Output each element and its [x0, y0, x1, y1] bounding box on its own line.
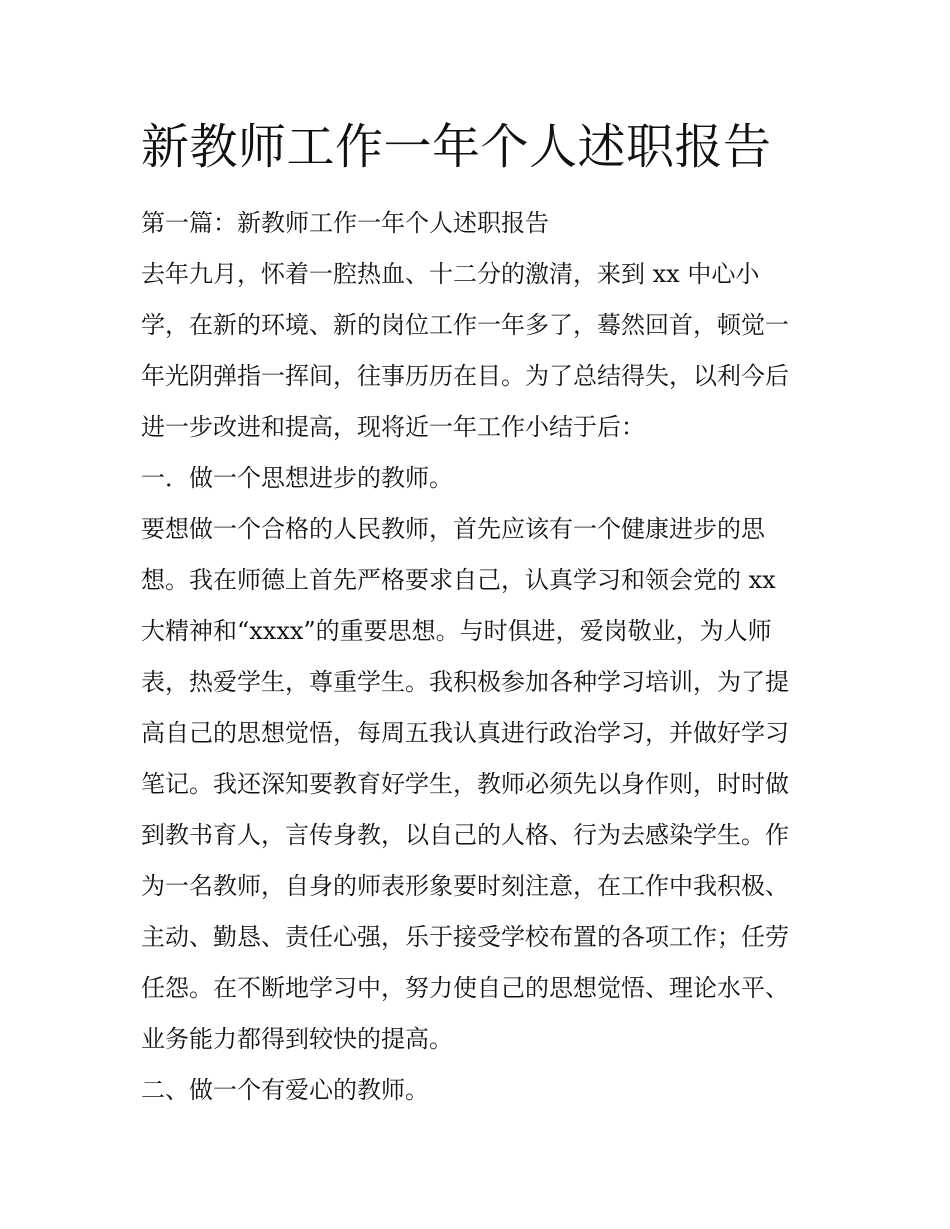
line-12: 笔记。我还深知要教育好学生，教师必须先以身作则，时时做: [141, 770, 789, 798]
line-15: 主动、勤恳、责任心强，乐于接受学校布置的各项工作；任劳: [141, 923, 789, 951]
line-1: 第一篇：新教师工作一年个人述职报告: [141, 209, 549, 237]
line-5: 进一步改进和提高，现将近一年工作小结于后：: [141, 413, 645, 441]
line-16: 任怨。在不断地学习中，努力使自己的思想觉悟、理论水平、: [141, 974, 789, 1002]
line-9: 大精神和“xxxx”的重要思想。与时俱进，爱岗敬业，为人师: [141, 617, 772, 645]
line-7: 要想做一个合格的人民教师，首先应该有一个健康进步的思: [141, 515, 765, 543]
line-3: 学，在新的环境、新的岗位工作一年多了，蓦然回首，顿觉一: [141, 311, 789, 339]
line-2: 去年九月，怀着一腔热血、十二分的激清，来到 xx 中心小: [141, 260, 760, 288]
line-10: 表，热爱学生，尊重学生。我积极参加各种学习培训，为了提: [141, 668, 789, 696]
line-11: 高自己的思想觉悟，每周五我认真进行政治学习，并做好学习: [141, 719, 789, 747]
document-body: [141, 112, 816, 1116]
line-17: 业务能力都得到较快的提高。: [141, 1025, 453, 1053]
line-18: 二、做一个有爱心的教师。: [141, 1076, 429, 1104]
line-6: 一．做一个思想进步的教师。: [141, 464, 453, 492]
line-4: 年光阴弹指一挥间，往事历历在目。为了总结得失，以利今后: [141, 362, 789, 390]
line-13: 到教书育人，言传身教，以自己的人格、行为去感染学生。作: [141, 821, 789, 849]
document-title: 新教师工作一年个人述职报告: [141, 119, 772, 175]
line-14: 为一名教师，自身的师表形象要时刻注意，在工作中我积极、: [141, 872, 789, 900]
line-8: 想。我在师德上首先严格要求自己，认真学习和领会党的 xx: [141, 566, 776, 594]
